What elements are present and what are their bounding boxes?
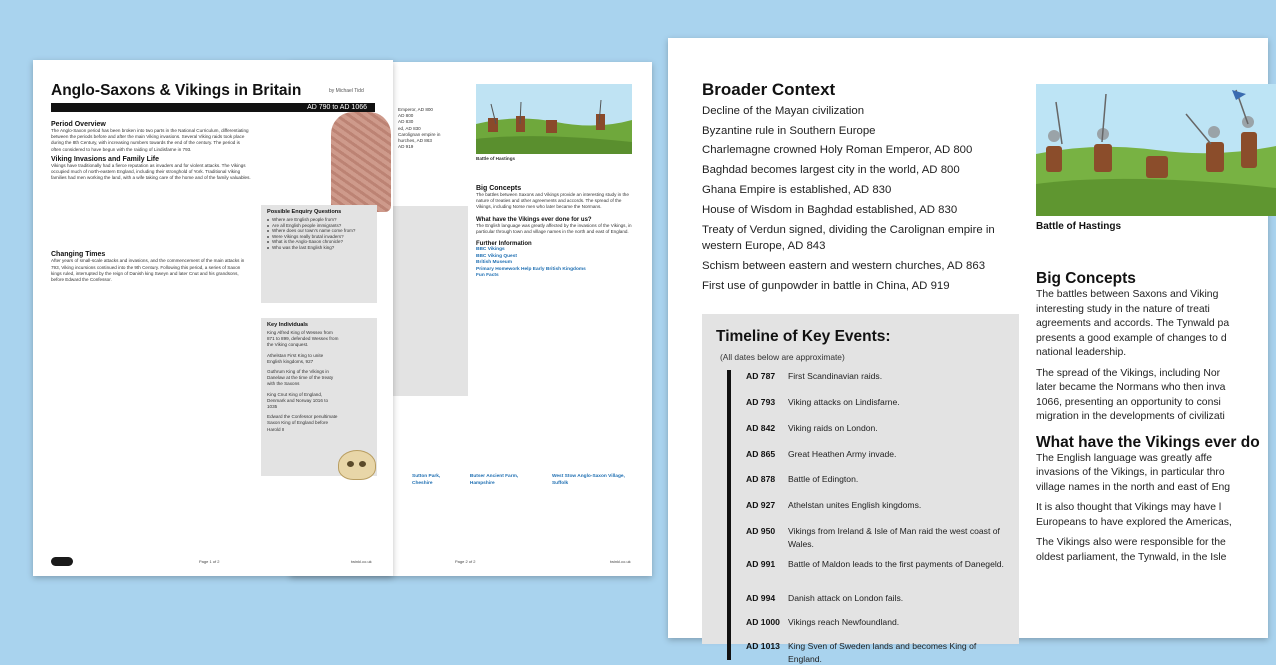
event-year: AD 1000 [746, 617, 780, 627]
back-list-item: AD 800 [398, 113, 414, 119]
front-site-label: twinkl.co.uk [351, 559, 372, 564]
enquiry-item: Where are English people from? [267, 217, 371, 223]
big-concepts-paragraph [1036, 367, 1276, 425]
section-text: The Anglo-Saxon period has been broken into two parts in the National Curriculum, differentiating between the periods before and after the main Viking invasions. Several Viking raids took place during the 8th Century, with increasing numbers towards the end of the century. The period is often considered to have begun with the raiding of Lindisfarne in 793. [51, 128, 249, 152]
individual-item: King Alfred King of Wessex from 871 to 899, defended Wessex from the Viking conquest. [267, 330, 339, 348]
event-text: Vikings from Ireland & Isle of Man raid the west coast of Wales. [788, 526, 1000, 549]
back-site-label: twinkl.co.uk [610, 559, 631, 564]
timeline-event [746, 525, 1008, 550]
author: by Michael Tidd [329, 88, 364, 94]
event-text: Danish attack on London fails. [788, 593, 904, 603]
back-list-item: AD 919 [398, 144, 414, 150]
para-line: invasions of the Vikings, in particular thro [1036, 467, 1225, 478]
event-year: AD 991 [746, 559, 776, 569]
individuals-heading: Key Individuals [267, 322, 309, 328]
context-item: House of Wisdom in Baghdad established, AD 830 [702, 203, 958, 216]
event-text: Viking raids on London. [788, 423, 878, 433]
individual-item: King Cnut King of England, Denmark and Norway 1016 to 1035 [267, 391, 329, 410]
skull-image [338, 450, 376, 480]
context-item: Byzantine rule in Southern Europe [702, 124, 876, 137]
event-year: AD 842 [746, 423, 776, 433]
enquiry-heading: Possible Enquiry Questions [267, 209, 342, 215]
visit-link[interactable]: Butser Ancient Farm, Hampshire [469, 474, 519, 486]
further-information-heading: Further Information [476, 241, 532, 248]
para-line: village names in the north and east of Eng [1036, 481, 1231, 493]
timeline-event [746, 640, 1008, 665]
date-range-bar: AD 790 to AD 1066 [51, 103, 375, 112]
big-concepts-heading: Big Concepts [1036, 270, 1136, 287]
para-line: The battles between Saxons and Viking [1036, 289, 1219, 300]
para-line: presents a good example of changes to d [1036, 332, 1227, 344]
event-text: Battle of Edington. [788, 474, 859, 484]
back-page-number: Page 2 of 2 [455, 559, 476, 564]
event-year: AD 787 [746, 371, 776, 381]
page-title: Anglo-Saxons & Vikings in Britain [51, 82, 302, 99]
timeline-title: Timeline of Key Events: [716, 328, 891, 345]
back-list-item: Emperor, AD 800 [398, 107, 433, 112]
para-line: Europeans to have explored the Americas, [1036, 516, 1232, 528]
runestone-image [331, 112, 391, 212]
para-line: The spread of the Vikings, including Nor [1036, 367, 1221, 379]
further-link[interactable]: British Museum [476, 260, 512, 266]
back-list-item: ed, AD 830 [398, 125, 421, 131]
front-page [33, 60, 393, 576]
enquiry-item: Are all English people immigrants? [267, 223, 371, 229]
further-link[interactable]: BBC Viking Quest [476, 253, 517, 259]
further-link[interactable]: BBC Vikings [476, 247, 505, 253]
event-text: Athelstan unites English kingdoms. [788, 500, 922, 510]
event-year: AD 994 [746, 593, 776, 603]
twinkl-logo [51, 557, 73, 566]
section-text: Vikings have traditionally had a fierce reputation as invaders and for violent attacks. The Vikings occupied much of north-eastern England, including their stronghold of York. Traditional Viking families had men working the land, with a wife taking care of the home and of the family valuables. [51, 162, 251, 181]
individual-item: Guthrum King of the Vikings in Danelaw at the time of the treaty with the Saxons [267, 369, 334, 387]
individual-item: Edward the Confessor penultimate Saxon King of England before Harold II [267, 414, 338, 432]
back-done-for-us-text: The English language was greatly affected by the invasions of the Vikings, in particular through town and village names in the north and east of England. [476, 222, 632, 234]
front-page-number: Page 1 of 2 [199, 559, 220, 564]
timeline-event [746, 499, 1008, 512]
context-item: First use of gunpowder in battle in China, AD 919 [702, 279, 950, 292]
picture-caption: Battle of Hastings [1036, 221, 1122, 232]
timeline-event [746, 396, 1008, 409]
para-line: 1066, presenting an opportunity to consi [1036, 396, 1221, 408]
enquiry-item: Who was the last English king? [267, 245, 371, 251]
event-year: AD 865 [746, 449, 776, 459]
big-concepts-paragraph [1036, 288, 1276, 361]
event-text: King Sven of Sweden lands and becomes King of England. [788, 641, 977, 664]
timeline-event [746, 448, 1008, 461]
event-year: AD 1013 [746, 641, 780, 651]
visit-link[interactable]: West Stow Anglo-Saxon Village, Suffolk [551, 474, 625, 486]
event-text: Great Heathen Army invade. [788, 449, 897, 459]
para-line: migration in the developments of civilizati [1036, 411, 1225, 422]
timeline-event [746, 370, 1008, 383]
timeline-event [746, 592, 1008, 605]
further-link[interactable]: Primary Homework Help Early British Kingdoms [476, 266, 586, 272]
enquiry-item: Were Vikings really brutal invaders? [267, 234, 371, 240]
para-line: It is also thought that Vikings may have l [1036, 502, 1222, 513]
front-main-column [51, 118, 279, 283]
individual-item: Athelstan First King to unite English kingdoms, 927 [267, 352, 324, 364]
context-item: Baghdad becomes largest city in the world, AD 800 [702, 164, 960, 177]
big-concepts-section [1036, 270, 1276, 565]
back-context-list [398, 107, 478, 150]
done-for-us-paragraph [1036, 452, 1276, 496]
context-item: Charlemagne crowned Holy Roman Emperor, AD 800 [702, 144, 973, 157]
para-line: The English language was greatly affe [1036, 452, 1212, 464]
context-item: Treaty of Verdun signed, dividing the Carolignan empire in [702, 224, 995, 237]
event-text: Vikings reach Newfoundland. [788, 617, 900, 627]
broader-context-heading: Broader Context [702, 80, 836, 99]
back-big-concepts-heading: Big Concepts [476, 185, 522, 192]
enquiry-item: What is the Anglo-Saxon chronicle? [267, 239, 371, 245]
timeline-event [746, 422, 1008, 435]
done-for-us-heading: What have the Vikings ever do [1036, 433, 1260, 451]
back-main-column [476, 182, 634, 280]
done-for-us-paragraph [1036, 501, 1276, 530]
back-list-item: AD 830 [398, 119, 414, 125]
section-heading: Period Overview [51, 121, 106, 128]
para-line: The Vikings also were responsible for the [1036, 537, 1226, 548]
para-line: agreements and accords. The Tynwald pa [1036, 318, 1230, 329]
context-item: western Europe, AD 843 [702, 240, 826, 253]
timeline-subtitle: (All dates below are approximate) [720, 352, 845, 362]
event-year: AD 878 [746, 474, 776, 484]
timeline-event [746, 558, 1008, 571]
visit-link[interactable]: Sutton Park, Cheshire [412, 474, 441, 486]
event-year: AD 950 [746, 526, 776, 536]
para-line: later became the Normans who then inva [1036, 382, 1226, 393]
event-text: Battle of Maldon leads to the first payments of Danegeld. [788, 559, 1004, 569]
back-picture-caption: Battle of Hastings [476, 156, 516, 161]
section-heading: Viking Invasions and Family Life [51, 155, 160, 163]
further-link[interactable]: Fun Facts [476, 273, 499, 279]
zoomed-page [668, 38, 1268, 664]
battle-of-hastings-illustration [1036, 84, 1276, 216]
enquiry-questions-panel [261, 205, 377, 303]
section-heading: Changing Times [51, 251, 106, 259]
broader-context [702, 80, 1032, 297]
visit-links [412, 474, 642, 487]
timeline-line [727, 370, 731, 660]
back-big-concepts-text: The battles between Saxons and Vikings provide an interesting study in the nature of treaties and other agreements and accords. The spread of the Vikings, including Norse men who later became the Normans. [476, 192, 629, 210]
event-year: AD 793 [746, 397, 776, 407]
context-item: Ghana Empire is established, AD 830 [702, 183, 892, 196]
back-list-item: Carolignan empire in [398, 131, 441, 137]
event-text: Viking attacks on Lindisfarne. [788, 397, 900, 407]
back-list-item: hurches, AD 863 [398, 138, 432, 144]
event-text: First Scandinavian raids. [788, 371, 883, 381]
para-line: oldest parliament, the Tynwald, in the Isle [1036, 551, 1227, 563]
done-for-us-paragraph [1036, 536, 1276, 565]
back-done-for-us-heading: What have the Vikings ever done for us? [476, 216, 592, 223]
timeline-panel [702, 314, 1019, 664]
section-text: After years of small-scale attacks and invasions, and the commencement of the main attacks in 793, Viking incursions continued into the 9th Century. Following this period, a series of Saxon kings ruled, interrupted by the reign of Danish king Sweyn and later Cnut and his grandsons, before Edward the Confessor. [51, 258, 245, 283]
event-year: AD 927 [746, 500, 776, 510]
context-item: Schism between eastern and western churches, AD 863 [702, 260, 986, 273]
timeline-event [746, 616, 1008, 629]
timeline-event [746, 473, 1008, 486]
enquiry-item: Where does our town's name come from? [267, 228, 371, 234]
back-shaded-panel [392, 206, 468, 396]
battle-illustration-small [476, 84, 632, 154]
para-line: interesting study in the nature of treati [1036, 303, 1210, 315]
para-line: national leadership. [1036, 347, 1127, 358]
context-item: Decline of the Mayan civilization [702, 105, 865, 117]
